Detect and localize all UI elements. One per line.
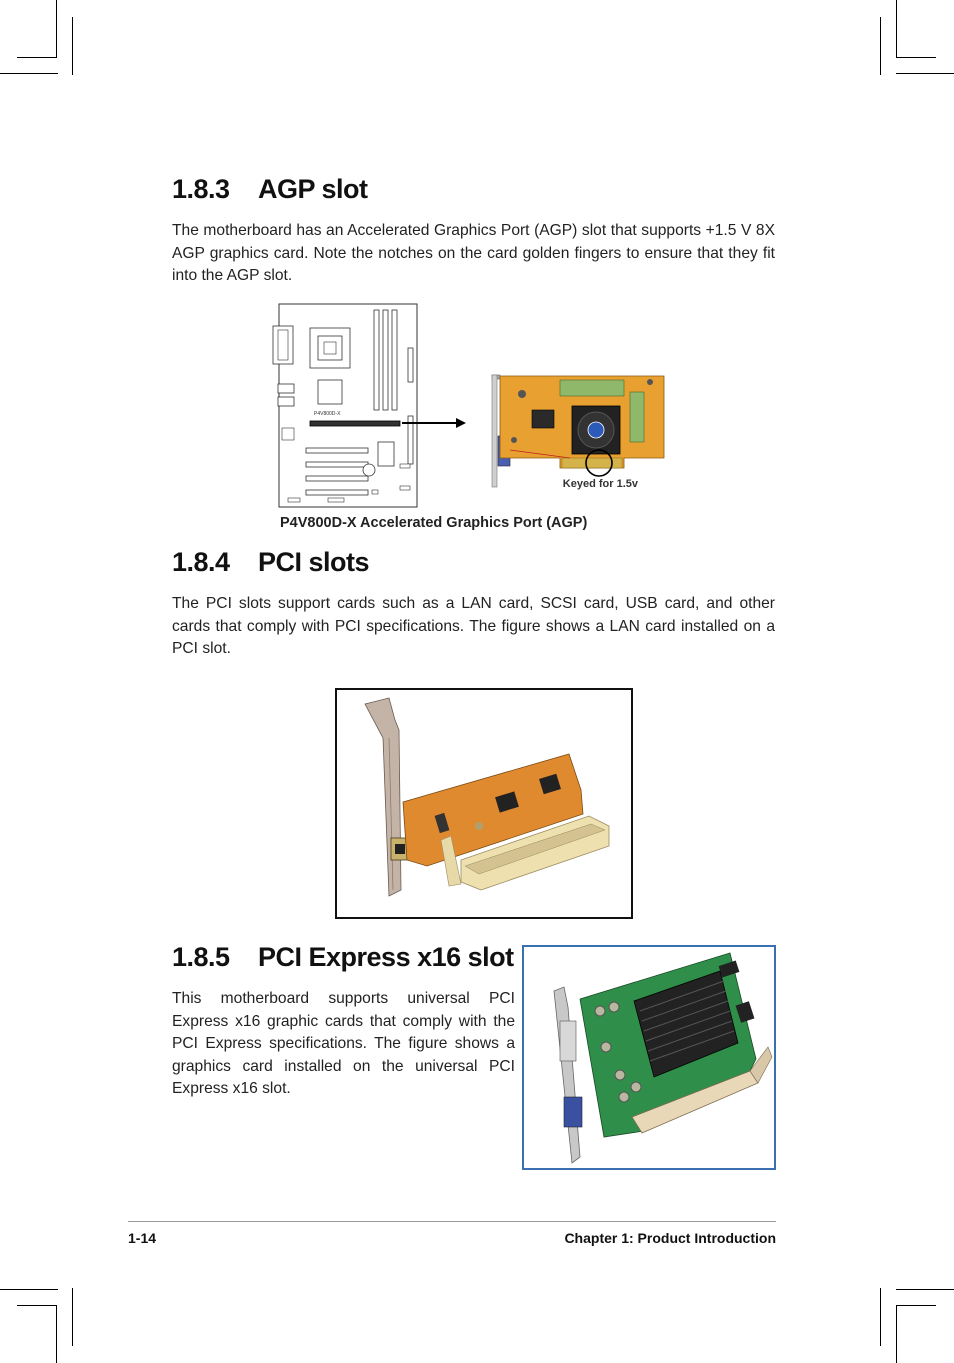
crop-mark: [72, 17, 73, 75]
section-number: 1.8.5: [172, 942, 230, 972]
crop-mark: [880, 1288, 881, 1346]
agp-figure: [270, 300, 670, 512]
agp-figure-caption: P4V800D-X Accelerated Graphics Port (AGP): [280, 515, 588, 531]
section-number: 1.8.4: [172, 547, 230, 577]
pcie-figure: [522, 945, 776, 1170]
section-heading-pcie: [172, 942, 514, 973]
agp-graphics-card: [492, 375, 664, 487]
crop-mark: [17, 1305, 57, 1306]
section-heading-pci: [172, 547, 369, 578]
crop-mark: [880, 17, 881, 75]
pci-figure: [335, 688, 633, 919]
pcie-card-illustration: [524, 947, 774, 1168]
crop-mark: [896, 57, 936, 58]
crop-mark: [896, 73, 954, 74]
section-heading-agp: [172, 174, 368, 205]
board-model-label: P4V800D-X: [314, 411, 341, 417]
pci-body-text: The PCI slots support cards such as a LAN card, SCSI card, USB card, and other cards that comply with PCI specifications. The figure shows a LAN card installed on a PCI slot.: [172, 595, 775, 657]
crop-mark: [0, 1289, 58, 1290]
motherboard-layout: [273, 304, 417, 507]
crop-mark: [896, 1305, 897, 1363]
crop-mark: [17, 57, 57, 58]
crop-mark: [896, 0, 897, 58]
section-title: AGP slot: [258, 174, 368, 204]
chapter-title: Chapter 1: Product Introduction: [564, 1230, 776, 1246]
agp-diagram: [270, 300, 670, 512]
agp-body-text: The motherboard has an Accelerated Graphics Port (AGP) slot that supports +1.5 V 8X AGP graphics card. Note the notches on the card golden fingers to ensure that they fit into the AGP slot.: [172, 222, 775, 284]
footer-divider: [128, 1221, 776, 1222]
lan-card-illustration: [337, 690, 631, 917]
crop-mark: [56, 1305, 57, 1363]
crop-mark: [72, 1288, 73, 1346]
page-number: 1-14: [128, 1230, 157, 1246]
keyed-label: Keyed for 1.5v: [562, 478, 638, 490]
section-title: PCI slots: [258, 547, 370, 577]
pcie-body-text: This motherboard supports universal PCI Express x16 graphic cards that comply with the PCI Express specifications. The figure shows a graphics card installed on the universal PCI Express x16 slot.: [172, 990, 515, 1097]
crop-mark: [896, 1305, 936, 1306]
crop-mark: [0, 73, 58, 74]
section-number: 1.8.3: [172, 174, 230, 204]
crop-mark: [896, 1289, 954, 1290]
crop-mark: [56, 0, 57, 58]
section-title: PCI Express x16 slot: [258, 942, 514, 972]
